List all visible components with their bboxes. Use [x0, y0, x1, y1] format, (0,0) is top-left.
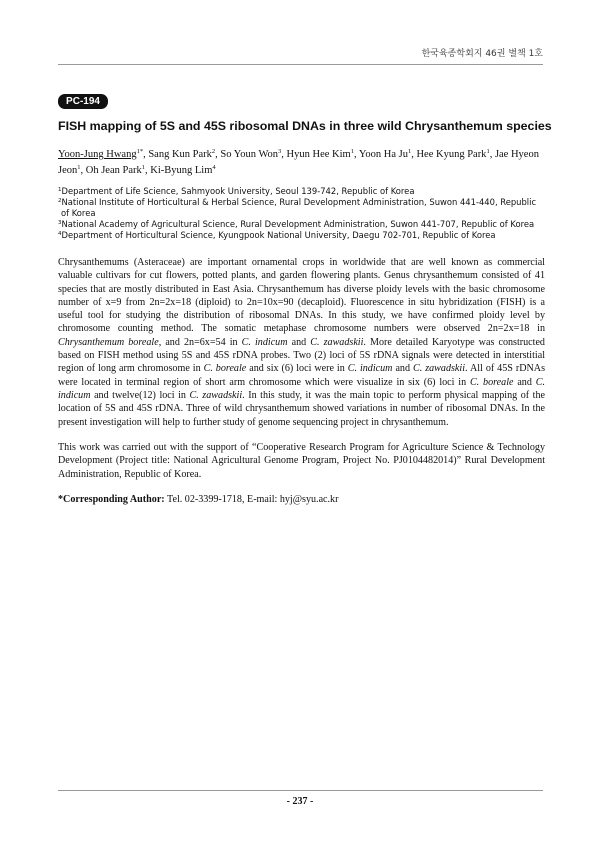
author-name: So Youn Won: [220, 149, 279, 160]
species-name: Chrysanthemum boreale: [58, 336, 159, 348]
affiliation: [58, 230, 546, 241]
author-name: Oh Jean Park: [85, 165, 142, 176]
affiliation: [58, 219, 546, 230]
corresponding-label: *Corresponding Author:: [58, 494, 165, 505]
abstract-text: Chrysanthemums (Asteraceae) are important ornamental crops in worldwide that are well known as commercial valuable cultivars for cut flowers, potted plants, and garden flowering plants. Genus chrysanthemum consisted of 41 species that are mostly distributed in East Asia. Chrysanthemum has diverse ploidy levels with the basic chromosome number of x=9 from 2n=2x=18 (diploid) to 2n=10x=90 (decaploid). Fluorescence in situ hybridization (FISH) is a useful tool for studying the distribution of ribosomal DNAs. In this study, we have confirmed ploidy level by chromosome counting method. The somatic metaphase chromosome numbers were observed 2n=2x=18 in: [58, 257, 545, 335]
abstract-text: and six (6) loci were in: [246, 363, 348, 375]
page-number: - 237 -: [286, 796, 314, 807]
species-name: C. indicum: [347, 363, 393, 375]
affiliation: [58, 186, 546, 197]
acknowledgement-paragraph: This work was carried out with the support of “Cooperative Research Program for Agriculture Science & Technology Development (Project title: National Agricultural Genome Program, Project No. PJ0104482014)” Rural Development Administration, Republic of Korea.: [58, 442, 545, 480]
author: [416, 149, 489, 160]
abstract-text: . More detailed Karyotype was constructed based on FISH method using 5S and 45S rDNA probes. Two (2) loci of 5S rDNA signals were detected in interstitial region of long arm chromosome in: [58, 336, 545, 375]
journal-header: 한국육종학회지 46권 별책 1호: [421, 49, 543, 59]
author-list: Yoon-Jung Hwang$^{1*}$, Sang Kun Park$^2$, So Youn Won$^3$, Hyun Hee Kim$^1$, Yoon Ha Ju$^1$, Hee Kyung Park$^1$, Jae Hyeon Jeon$^1$, Oh Jean Park$^1$, Ki-Byung Lim$^4$: [58, 148, 539, 176]
affiliation-number: 1: [58, 187, 62, 193]
affiliation-text: Department of Horticultural Science, Kyungpook National University, Daegu 702-701, Republic of Korea: [61, 230, 496, 240]
abstract-text: and: [513, 376, 536, 388]
author-name: Ki-Byung Lim: [150, 165, 213, 176]
affiliation-number: 2: [58, 198, 62, 204]
author-affiliation-marker: 1: [407, 148, 412, 155]
author-affiliation-marker: 3: [278, 148, 282, 155]
author-name: Jae Hyeon Jeon: [58, 149, 539, 176]
author: [86, 165, 145, 176]
author-name: Sang Kun Park: [148, 149, 212, 160]
affiliation-text: National Institute of Horticultural & Herbal Science, Rural Development Administration, Suwon 441-440, Republic of Korea: [61, 197, 537, 218]
affiliation-text: National Academy of Agricultural Science, Rural Development Administration, Suwon 441-707, Republic of Korea: [61, 219, 535, 229]
author: [150, 165, 215, 176]
species-name: C. boreale: [203, 363, 247, 375]
author-affiliation-marker: 1: [486, 148, 490, 155]
author: [359, 149, 411, 160]
poster-code-badge: PC-194: [58, 94, 108, 109]
author-name: Yoon Ha Ju: [358, 149, 408, 160]
paper-title: FISH mapping of 5S and 45S ribosomal DNAs in three wild Chrysanthemum species: [58, 119, 552, 133]
header-divider: [58, 64, 543, 65]
footer-divider: [58, 790, 543, 791]
affiliation-list: [58, 186, 546, 241]
abstract-text: and twelve(12) loci in: [90, 389, 190, 401]
author-affiliation-marker: 1: [141, 164, 145, 171]
author-affiliation-marker: 1: [350, 148, 354, 155]
affiliation-number: 4: [58, 231, 62, 237]
species-name: C. zawadskii: [310, 336, 364, 348]
author: [220, 149, 281, 160]
species-name: C. zawadskii: [189, 389, 243, 401]
author-affiliation-marker: 2: [211, 148, 216, 155]
author-affiliation-marker: 4: [212, 164, 216, 171]
author-affiliation-marker: 1*: [136, 148, 144, 155]
abstract-text: and: [392, 363, 413, 375]
author-name: Hee Kyung Park: [416, 149, 487, 160]
abstract-text: . In this study, it was the main topic to perform physical mapping of the location of 5S and 45S rDNA. Three of wild chrysanthemum showed variations in number of ribosomal DNAs. In the present investigation will help to further study of genome sequencing project in chrysanthemum.: [58, 389, 545, 428]
author: [58, 149, 143, 160]
abstract-text: , and 2n=6x=54 in: [158, 336, 242, 348]
author-name: Hyun Hee Kim: [286, 149, 351, 160]
author-affiliation-marker: 1: [77, 164, 81, 171]
species-name: C. zawadskii: [412, 363, 466, 375]
abstract-text: and: [287, 336, 311, 348]
abstract-paragraph: [58, 256, 545, 429]
corresponding-author: [58, 493, 545, 506]
species-name: C. indicum: [241, 336, 288, 348]
corresponding-contact: Tel. 02-3399-1718, E-mail: hyj@syu.ac.kr: [167, 494, 339, 505]
affiliation-text: Department of Life Science, Sahmyook University, Seoul 139-742, Republic of Korea: [61, 186, 415, 196]
author-name: Yoon-Jung Hwang: [58, 149, 137, 160]
species-name: C. boreale: [469, 376, 514, 388]
abstract-text: . All of 45S rDNAs were located in terminal region of short arm chromosome which were visualize in six (6) loci in: [58, 363, 546, 388]
author: [148, 149, 215, 160]
affiliation: [58, 197, 546, 219]
affiliation-number: 3: [58, 220, 62, 226]
author: [287, 149, 354, 160]
species-name: C. indicum: [58, 376, 545, 401]
